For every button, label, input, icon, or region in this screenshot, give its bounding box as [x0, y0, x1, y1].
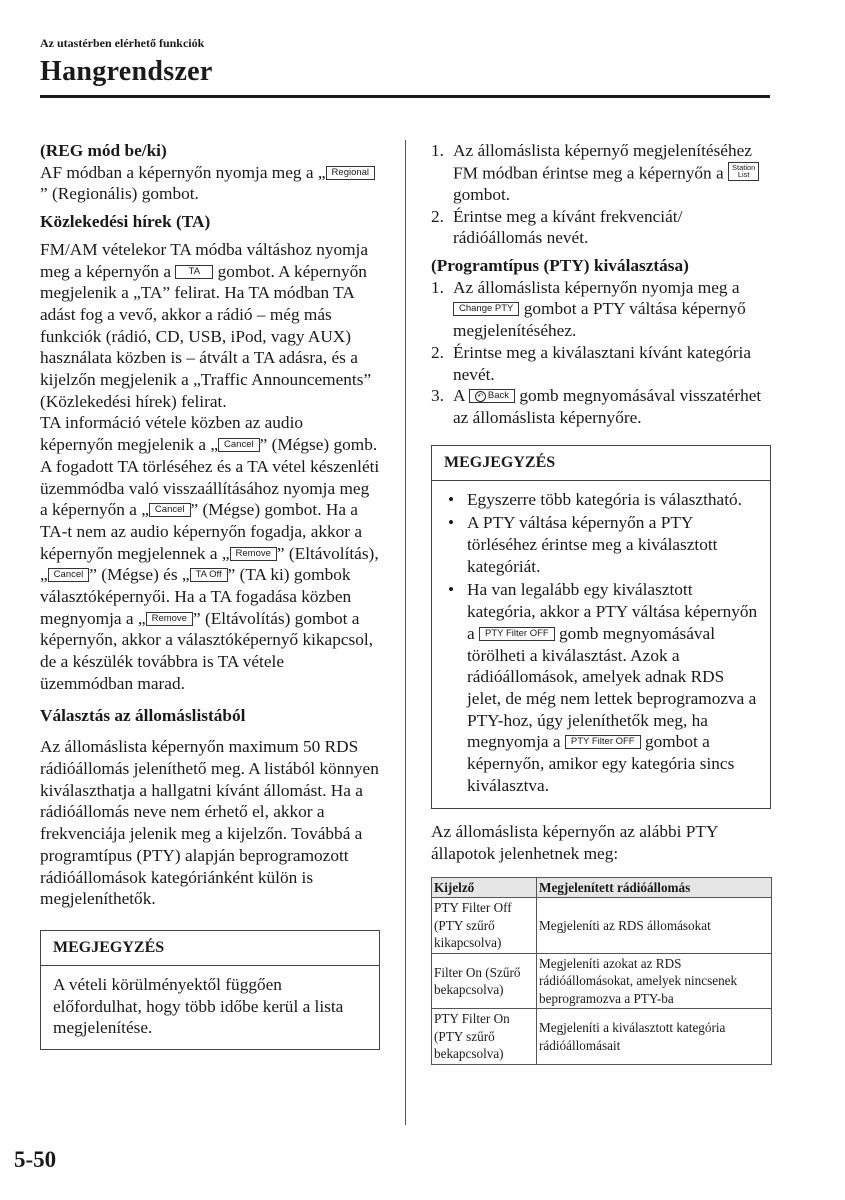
- cancel-button-ref: Cancel: [48, 568, 90, 582]
- pty-steps: [431, 277, 771, 429]
- table-intro: Az állomáslista képernyőn az alábbi PTY állapotok jelenhetnek meg:: [431, 822, 718, 864]
- note-box-right: [431, 445, 771, 810]
- right-column: [431, 140, 771, 1065]
- remove-button-ref: Remove: [146, 612, 193, 626]
- reg-heading: (REG mód be/ki): [40, 141, 167, 160]
- remove-button-ref: Remove: [230, 547, 277, 561]
- list-item: 1. Az állomáslista képernyőn nyomja meg a Change PTY gombot a PTY váltása képernyő megjelenítéséhez.: [431, 277, 746, 341]
- page-title: Hangrendszer: [40, 56, 213, 87]
- table-row: [432, 953, 772, 1009]
- ta-paragraph-2: TA információ vétele közben az audio képernyőn megjelenik a „ Cancel ” (Mégse) gomb. A fogadott TA törléséhez és a TA vétel készenléti üzemmódba való visszaállításához nyomja meg a képernyőn a „ Cancel ” (Mégse) gombot. Ha a TA-t nem az audio képernyőn fogadja, akkor a képernyőn megjelennek a „ Remove ” (Eltávolítás), „ Cancel ” (Mégse) és „ TA Off ” (TA ki) gombok választóképernyői. Ha a TA fogadása közben megnyomja a „ Remove ” (Eltávolítás) gombot a képernyőn, akkor a választóképernyő kikapcsol, de a készülék továbbra is TA vétele üzemmódban marad.: [40, 413, 380, 693]
- table-cell: Megjeleníti azokat az RDS rádióállomásokat, amelyek nincsenek beprogramozva a PTY-ba: [537, 953, 772, 1009]
- reg-paragraph: AF módban a képernyőn nyomja meg a „ Regional” (Regionális) gombot.: [40, 162, 380, 205]
- list-item: 2. Érintse meg a kiválasztani kívánt kategória nevét.: [431, 342, 751, 384]
- table-header-row: [432, 877, 772, 898]
- list-item: 1. Az állomáslista képernyő megjelenítéséhez FM módban érintse meg a képernyőn a Station List gombot.: [431, 140, 771, 206]
- pty-filter-off-button: PTY Filter OFF: [565, 735, 641, 749]
- station-list-steps: [431, 140, 771, 249]
- ta-paragraph-1: FM/AM vételekor TA módba váltáshoz nyomja meg a képernyőn a TA gombot. A képernyőn megjelenik a „TA” felirat. Ha TA módban TA adást fog a vevő, akkor a rádió – még más funkciók (rádió, CD, USB, iPod, vagy AUX) használata közben is – átvált a TA adásra, és a kijelzőn megjelenik a „Traffic Announcements” (Közlekedési hírek) felirat.: [40, 239, 372, 411]
- note-body: A vételi körülményektől függően előfordulhat, hogy több időbe kerül a lista megjelenítése.: [53, 974, 344, 1038]
- list-item: 2. Érintse meg a kívánt frekvenciát/ rádióállomás nevét.: [431, 206, 683, 248]
- regional-button: Regional: [326, 166, 376, 180]
- table-cell: PTY Filter On (PTY szűrő bekapcsolva): [432, 1009, 537, 1065]
- list-heading: Választás az állomáslistából: [40, 705, 246, 725]
- station-list-button: Station List: [728, 162, 759, 181]
- pty-status-table: [431, 877, 772, 1065]
- change-pty-button: Change PTY: [453, 302, 519, 316]
- ta-off-button-ref: TA Off: [190, 568, 228, 582]
- table-cell: Filter On (Szűrő bekapcsolva): [432, 953, 537, 1009]
- column-divider: [405, 140, 406, 1125]
- list-paragraph: Az állomáslista képernyőn maximum 50 RDS rádióállomás jeleníthető meg. A listából könnyen kiválaszthatja a hallgatni kívánt állomást. Ha a rádióállomás neve nem érhető el, akkor a frekvenciája jelenik meg a kijelzőn. Továbbá a programtípus (PTY) alapján beprogramozott rádióállomások kategóriánként külön is megjeleníthetők.: [40, 737, 379, 909]
- pty-filter-off-button: PTY Filter OFF: [479, 627, 555, 641]
- table-row: [432, 1009, 772, 1065]
- note-heading: MEGJEGYZÉS: [432, 446, 770, 481]
- note-body: [432, 481, 770, 809]
- back-button: ↶ Back: [469, 389, 515, 403]
- back-arrow-icon: ↶: [475, 391, 486, 402]
- list-item: • Egyszerre több kategória is választható.: [448, 489, 742, 509]
- ta-button: TA: [175, 265, 213, 279]
- title-rule: [40, 95, 770, 98]
- list-item: • Ha van legalább egy kiválasztott kategória, akkor a PTY váltása képernyőn a PTY Filter OFF gomb megnyomásával törölheti a kiválasztást. Azok a rádióállomások, amelyek adnak RDS jelet, de még nem lettek beprogramozva a PTY-hoz, úgy jeleníthetők meg, ha megnyomja a PTY Filter OFF gombot a képernyőn, amikor egy kategória sincs kiválasztva.: [448, 580, 758, 795]
- note-box-left: [40, 930, 380, 1050]
- table-cell: PTY Filter Off (PTY szűrő kikapcsolva): [432, 898, 537, 954]
- list-item: 3. A ↶ Back gomb megnyomásával visszatérhet az állomáslista képernyőre.: [431, 386, 762, 427]
- table-row: [432, 898, 772, 954]
- table-header-cell: Kijelző: [432, 877, 537, 898]
- left-column: [40, 140, 380, 1050]
- ta-heading: Közlekedési hírek (TA): [40, 212, 211, 232]
- pty-heading: (Programtípus (PTY) kiválasztása): [431, 256, 689, 276]
- cancel-button-ref: Cancel: [149, 503, 191, 517]
- table-header-cell: Megjelenített rádióállomás: [537, 877, 772, 898]
- list-item: • A PTY váltása képernyőn a PTY törléséhez érintse meg a kiválasztott kategóriát.: [448, 513, 718, 576]
- table-cell: Megjeleníti a kiválasztott kategória rádióállomásait: [537, 1009, 772, 1065]
- note-bullets: [444, 489, 758, 797]
- page-number: 5-50: [14, 1147, 57, 1172]
- section-label: Az utastérben elérhető funkciók: [40, 36, 205, 50]
- table-cell: Megjeleníti az RDS állomásokat: [537, 898, 772, 954]
- note-heading: MEGJEGYZÉS: [41, 931, 379, 966]
- cancel-button-ref: Cancel: [218, 438, 260, 452]
